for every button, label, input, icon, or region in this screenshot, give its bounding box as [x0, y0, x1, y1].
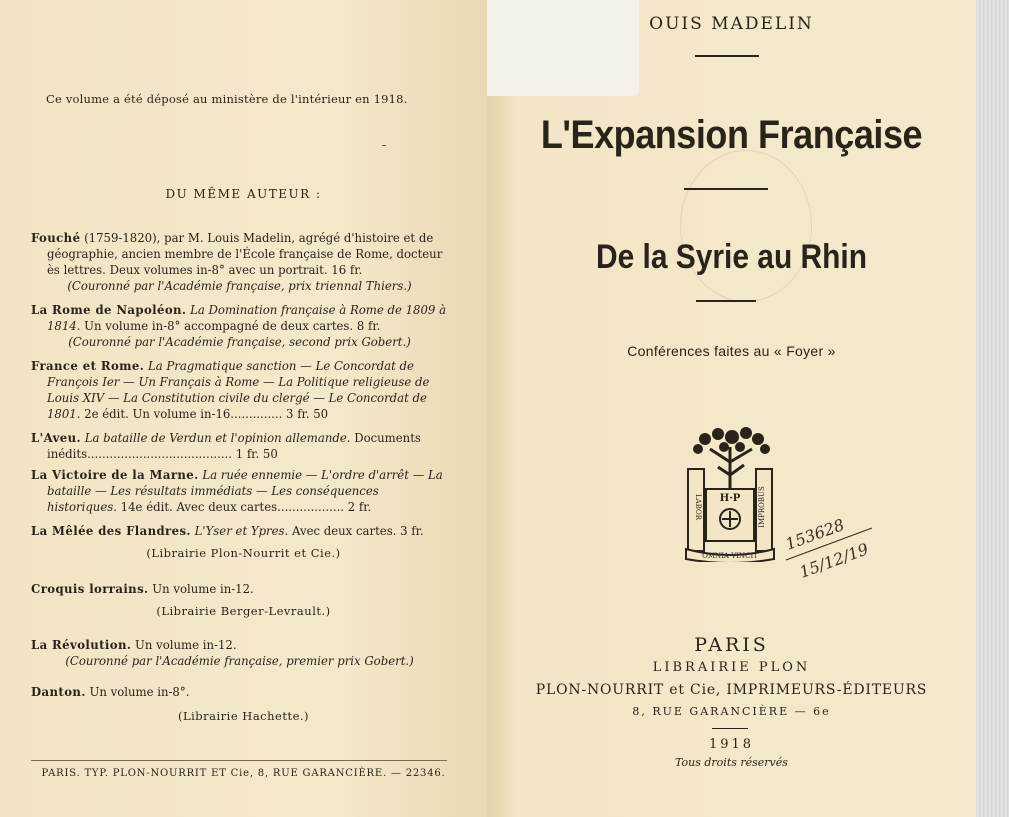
bibliography-entry: [31, 230, 448, 294]
entry-text: Un volume in-12.: [131, 638, 237, 652]
publisher-note: (Librairie Hachette.): [177, 709, 310, 723]
entry-text: Un volume in-8°.: [85, 685, 190, 699]
entry-subtitle: L'Yser et Ypres.: [190, 524, 289, 538]
handwritten-number: 153628: [782, 515, 847, 554]
bibliography-entry: [31, 523, 448, 539]
imprint-rule: [31, 760, 447, 761]
entry-title: La Mêlée des Flandres.: [31, 524, 191, 538]
entry-title: Croquis lorrains.: [31, 582, 149, 596]
publisher-note: (Librairie Plon-Nourrit et Cie.): [146, 546, 341, 560]
entry-note: (Couronné par l'Académie française, prix triennal Thiers.): [67, 279, 412, 293]
entry-note: (Couronné par l'Académie française, second prix Gobert.): [68, 335, 411, 349]
entry-subtitle: La bataille de Verdun et l'opinion allemande.: [80, 431, 351, 445]
embossed-stamp: [680, 150, 812, 302]
bibliography-entry: [31, 302, 448, 350]
entry-title: Fouché: [31, 231, 81, 245]
entry-subtitle: La Domination française à Rome de 1809 à 1814.: [47, 303, 447, 333]
bibliography-entry: [31, 637, 448, 669]
publisher-emblem-icon: [680, 427, 780, 562]
divider: [382, 145, 386, 146]
svg-text:OMNIA VINCIT: OMNIA VINCIT: [702, 552, 758, 560]
librairie-name: LIBRAIRIE PLON: [652, 660, 811, 675]
printer-imprint: PARIS. TYP. PLON-NOURRIT ET Cie, 8, RUE GARANCIÈRE. — 22346.: [41, 768, 446, 779]
divider: [712, 728, 748, 729]
entry-text: Documents inédits....................................... 1 fr. 50: [47, 431, 421, 461]
svg-text:H·P: H·P: [719, 493, 741, 504]
author-name: OUIS MADELIN: [649, 14, 814, 34]
entry-subtitle: La Pragmatique sanction — Le Concordat de François Ier — Un Français à Rome — La Politique religieuse de Louis XIV — La Constitution civile du clergé — Le Concordat de 1801.: [47, 359, 430, 421]
book-subtitle: De la Syrie au Rhin: [595, 238, 868, 276]
publisher-address: 8, RUE GARANCIÈRE — 6e: [632, 705, 831, 718]
entry-subtitle: La ruée ennemie — L'ordre d'arrêt — La bataille — Les résultats immédiats — Les conséquences historiques.: [47, 468, 443, 514]
entry-text: Un volume in-12.: [148, 582, 254, 596]
handwritten-date: 15/12/19: [796, 539, 871, 582]
divider: [695, 55, 759, 57]
entry-title: La Révolution.: [31, 638, 132, 652]
bibliography-entry: [31, 581, 448, 597]
same-author-heading: DU MÊME AUTEUR :: [165, 187, 322, 201]
entry-title: France et Rome.: [31, 359, 145, 373]
divider: [696, 300, 756, 302]
entry-text: Avec deux cartes. 3 fr.: [288, 524, 424, 538]
entry-note: (Couronné par l'Académie française, premier prix Gobert.): [65, 654, 414, 668]
entry-title: La Rome de Napoléon.: [31, 303, 187, 317]
entry-text: 14e édit. Avec deux cartes.................. 2 fr.: [116, 500, 372, 514]
svg-text:LABOR: LABOR: [694, 494, 702, 520]
book-title: L'Expansion Française: [540, 113, 923, 157]
entry-text: 2e édit. Un volume in-16.............. 3 fr. 50: [80, 407, 329, 421]
divider: [684, 188, 768, 190]
conferences-line: Conférences faites au « Foyer »: [627, 343, 836, 359]
handwritten-annotation: [780, 510, 900, 590]
entry-title: La Victoire de la Marne.: [31, 468, 199, 482]
book-edge: [976, 0, 1009, 817]
bibliography-entry: [31, 358, 448, 422]
rights-notice: Tous droits réservés: [675, 756, 788, 769]
entry-title: L'Aveu.: [31, 431, 81, 445]
bibliography-entry: [31, 430, 448, 462]
bibliography-entry: [31, 467, 448, 515]
bibliography-entry: [31, 684, 448, 700]
entry-text: (1759-1820), par M. Louis Madelin, agrégé d'histoire et de géographie, ancien membre de l'École française de Rome, docteur ès lettres. Deux volumes in-8° avec un portrait. 16 fr.: [47, 231, 443, 277]
entry-title: Danton.: [31, 685, 86, 699]
publisher-note: (Librairie Berger-Levrault.): [156, 604, 331, 618]
entry-text: Un volume in-8° accompagné de deux cartes. 8 fr.: [80, 319, 381, 333]
city: PARIS: [694, 634, 769, 656]
depot-notice: Ce volume a été déposé au ministère de l'intérieur en 1918.: [46, 92, 408, 106]
publisher-name: PLON-NOURRIT et Cie, IMPRIMEURS-ÉDITEURS: [535, 682, 928, 698]
svg-text:IMPROBUS: IMPROBUS: [758, 486, 766, 528]
publication-year: 1918: [708, 737, 755, 752]
